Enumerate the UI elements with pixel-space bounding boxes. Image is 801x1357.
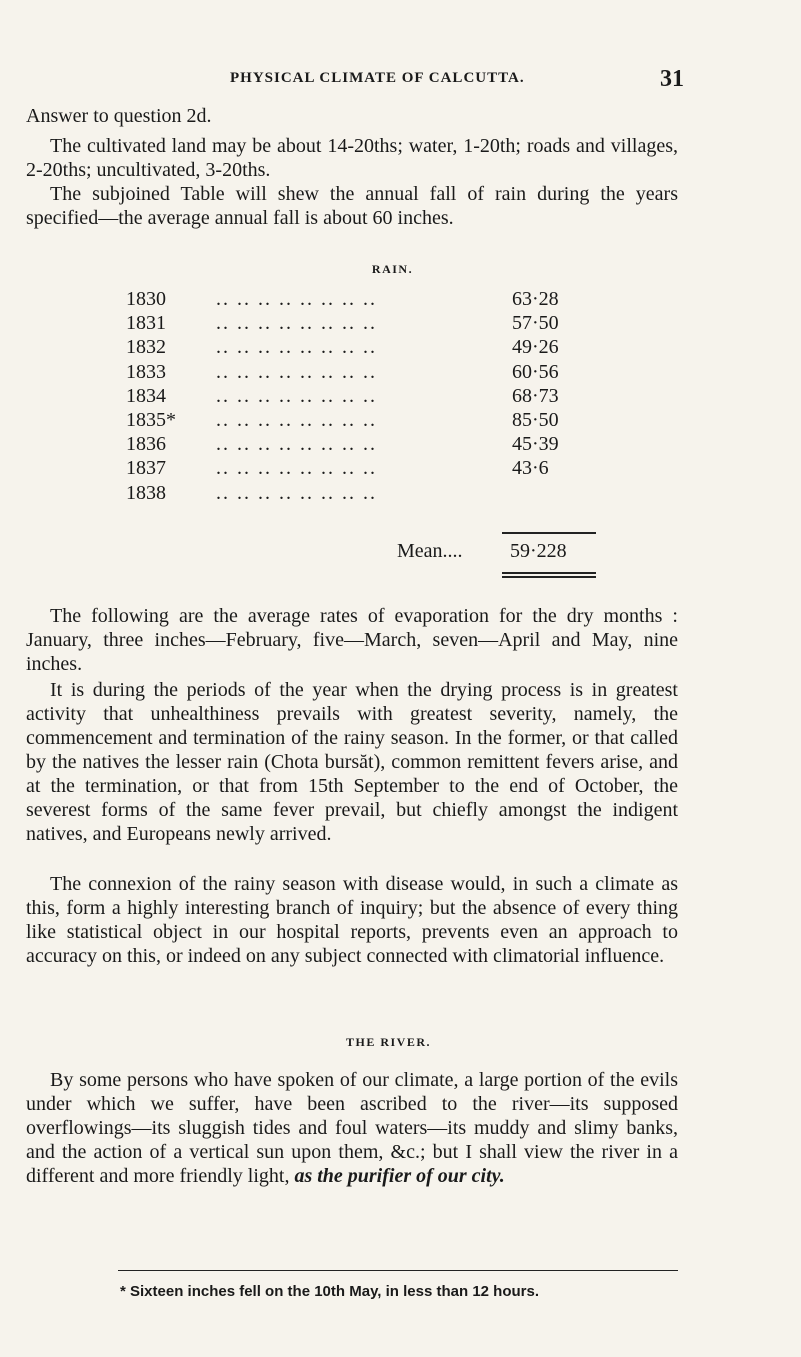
rain-year: 1833 bbox=[126, 360, 166, 383]
sum-rule bbox=[502, 532, 596, 534]
table-row bbox=[126, 311, 596, 335]
leader-dots: .. .. .. .. .. .. .. .. bbox=[216, 433, 377, 456]
paragraph-river-text: By some persons who have spoken of our climate, a large portion of the evils under which we suffer, have been ascribed to the river—its supposed overflowings—its sluggish tides and foul waters—its muddy and slimy banks, and the action of a vertical sun upon them, &c.; but I shall view the river in a different and more friendly light, bbox=[26, 1069, 678, 1187]
rain-year: 1836 bbox=[126, 433, 166, 456]
page-number: 31 bbox=[660, 66, 684, 92]
rain-table bbox=[126, 287, 596, 505]
answer-heading: Answer to question 2d. bbox=[26, 105, 212, 127]
table-row bbox=[126, 384, 596, 408]
rain-table-heading: RAIN. bbox=[371, 262, 414, 276]
rain-value: 45·39 bbox=[512, 433, 559, 456]
table-row bbox=[126, 408, 596, 432]
rain-value: 57·50 bbox=[512, 312, 559, 335]
paragraph-unhealthiness: It is during the periods of the year when the drying process is in greatest activity that unhealthiness prevails with greatest severity, namely, the commencement and termination of the rainy season. In the former, or that called by the natives the lesser rain (Chota bursăt), common remittent fevers arise, and at the termination, or that from 15th September to the end of October, the severest forms of the same fever prevail, but chiefly amongst the indigent natives, and Europeans newly arrived. bbox=[26, 679, 678, 845]
rain-value: 60·56 bbox=[512, 360, 559, 383]
rain-value: 63·28 bbox=[512, 288, 559, 310]
paragraph-connexion: The connexion of the rainy season with disease would, in such a climate as this, form a highly interesting branch of inquiry; but the absence of every thing like statistical object in our hospital reports, prevents even an approach to accuracy on this, or indeed on any subject connected with climatorial influence. bbox=[26, 873, 678, 967]
double-rule-top bbox=[502, 572, 596, 574]
rain-value: 49·26 bbox=[512, 336, 559, 359]
table-row bbox=[126, 481, 596, 505]
leader-dots: .. .. .. .. .. .. .. .. bbox=[216, 408, 377, 431]
leader-dots: .. .. .. .. .. .. .. .. bbox=[216, 360, 377, 383]
leader-dots: .. .. .. .. .. .. .. .. bbox=[216, 457, 377, 480]
rain-value: 43·6 bbox=[512, 457, 549, 480]
table-row bbox=[126, 287, 596, 311]
leader-dots: .. .. .. .. .. .. .. .. bbox=[216, 384, 377, 407]
rain-year: 1832 bbox=[126, 336, 166, 359]
table-row bbox=[126, 432, 596, 456]
footnote-rule bbox=[118, 1270, 678, 1271]
table-row bbox=[126, 360, 596, 384]
rain-year: 1834 bbox=[126, 384, 166, 407]
leader-dots: .. .. .. .. .. .. .. .. bbox=[216, 336, 377, 359]
running-head bbox=[0, 66, 801, 96]
paragraph-river bbox=[26, 1068, 678, 1188]
rain-year: 1831 bbox=[126, 312, 166, 335]
running-title: PHYSICAL CLIMATE OF CALCUTTA. bbox=[230, 70, 525, 86]
table-row bbox=[126, 335, 596, 359]
leader-dots: .. .. .. .. .. .. .. .. bbox=[216, 288, 377, 310]
mean-value: 59·228 bbox=[510, 540, 567, 562]
rain-year: 1830 bbox=[126, 288, 166, 310]
rain-year: 1837 bbox=[126, 457, 166, 480]
river-heading: THE RIVER. bbox=[345, 1035, 431, 1049]
rain-value: 68·73 bbox=[512, 384, 559, 407]
leader-dots: .. .. .. .. .. .. .. .. bbox=[216, 481, 377, 504]
paragraph-evaporation: The following are the average rates of evaporation for the dry months : January, three inches—February, five—March, seven—April and May, nine inches. bbox=[26, 605, 678, 675]
leader-dots: .. .. .. .. .. .. .. .. bbox=[216, 312, 377, 335]
paragraph-land: The cultivated land may be about 14-20ths; water, 1-20th; roads and villages, 2-20ths; uncultivated, 3-20ths. bbox=[26, 135, 678, 181]
rain-year: 1835* bbox=[126, 408, 176, 431]
rain-year: 1838 bbox=[126, 481, 166, 504]
footnote: * Sixteen inches fell on the 10th May, in less than 12 hours. bbox=[120, 1283, 540, 1300]
double-rule-bottom bbox=[502, 576, 596, 578]
mean-label: Mean.... bbox=[397, 540, 463, 562]
paragraph-river-italic: as the purifier of our city. bbox=[294, 1165, 505, 1187]
table-row bbox=[126, 456, 596, 480]
rain-value: 85·50 bbox=[512, 408, 559, 431]
paragraph-table-intro: The subjoined Table will shew the annual fall of rain during the years specified—the average annual fall is about 60 inches. bbox=[26, 183, 678, 229]
